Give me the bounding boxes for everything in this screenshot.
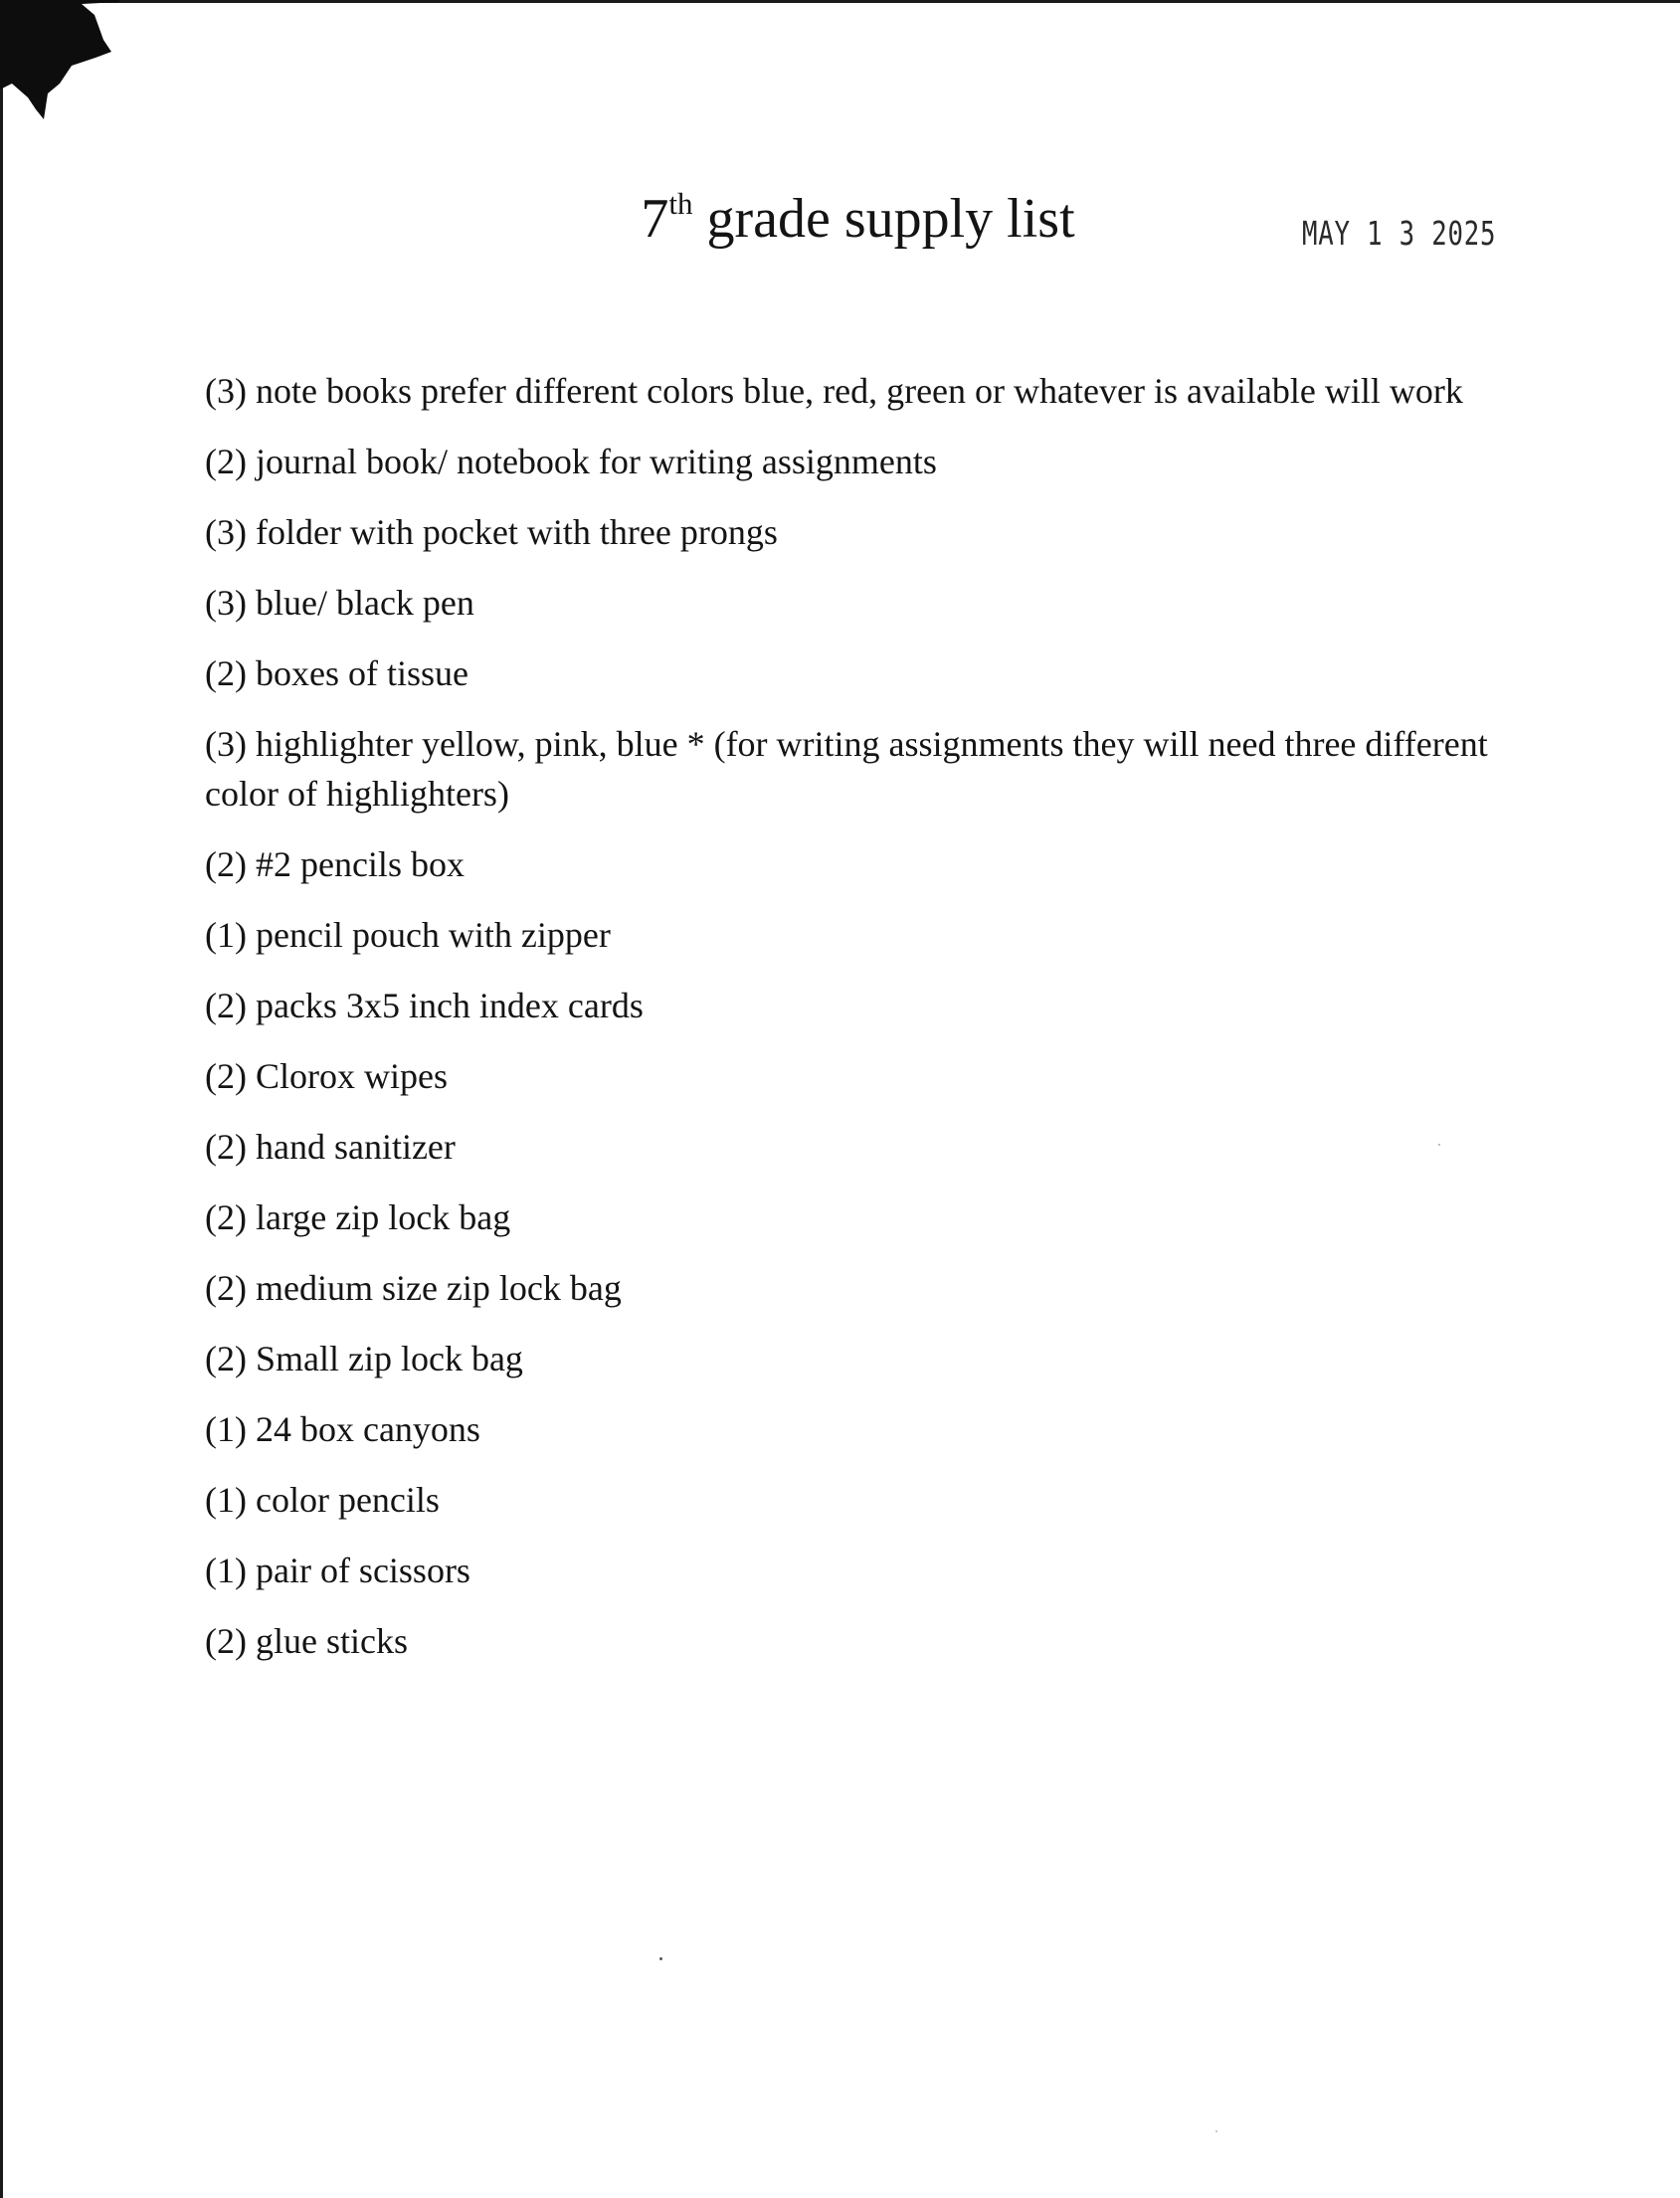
date-stamp: MAY 1 3 2025	[1302, 214, 1497, 253]
supply-item: (1) 24 box canyons	[205, 1409, 480, 1449]
supply-item: (2) large zip lock bag	[205, 1197, 511, 1237]
scan-speck	[1215, 2130, 1217, 2132]
supply-item: (3) folder with pocket with three prongs	[205, 512, 778, 552]
scan-speck	[1438, 1144, 1440, 1146]
scan-speck	[659, 1957, 662, 1960]
scan-left-edge	[0, 0, 3, 2198]
supply-list	[205, 366, 1518, 1687]
supply-item: (1) color pencils	[205, 1480, 440, 1520]
supply-item: (2) Small zip lock bag	[205, 1339, 523, 1378]
supply-item: (3) highlighter yellow, pink, blue * (for writing assignments they will need three different color of highlighters)	[205, 724, 1488, 814]
title-number: 7	[641, 188, 669, 250]
supply-item: (2) journal book/ notebook for writing assignments	[205, 442, 937, 481]
supply-item: (1) pencil pouch with zipper	[205, 915, 611, 955]
scan-top-edge	[0, 0, 1680, 3]
title-superscript: th	[668, 186, 693, 221]
supply-item: (2) #2 pencils box	[205, 844, 465, 884]
supply-item: (2) hand sanitizer	[205, 1127, 456, 1167]
supply-item: (3) blue/ black pen	[205, 583, 474, 623]
supply-item: (3) note books prefer different colors blue, red, green or whatever is available will work	[205, 371, 1463, 411]
supply-item: (2) medium size zip lock bag	[205, 1268, 622, 1308]
torn-corner-mark	[0, 0, 119, 129]
supply-item: (2) glue sticks	[205, 1621, 408, 1661]
supply-item: (2) packs 3x5 inch index cards	[205, 986, 644, 1025]
supply-item: (1) pair of scissors	[205, 1551, 470, 1590]
title-text: grade supply list	[692, 188, 1075, 250]
supply-item: (2) boxes of tissue	[205, 653, 468, 693]
supply-item: (2) Clorox wipes	[205, 1056, 448, 1096]
